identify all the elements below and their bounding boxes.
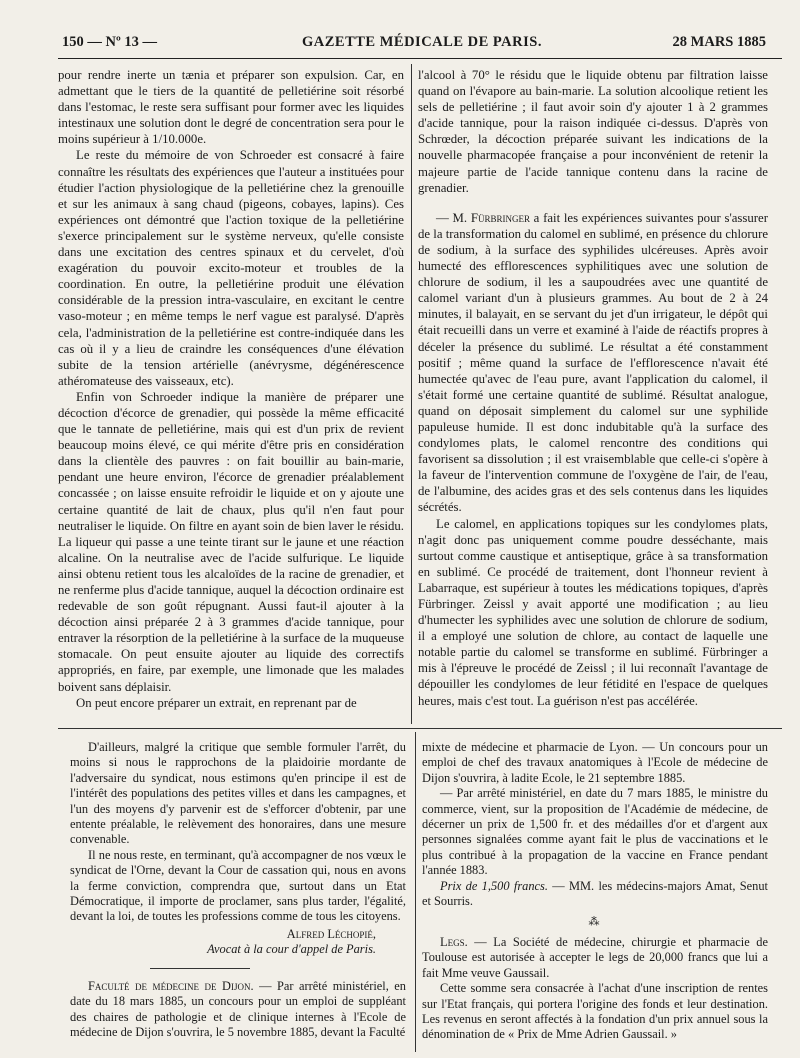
journal-title: GAZETTE MÉDICALE DE PARIS. [302,34,542,50]
paragraph [70,979,406,1041]
paragraph: On peut encore préparer un extrait, en reprenant par de [76,695,357,710]
short-divider [150,968,250,969]
column-divider-bottom [415,732,416,1052]
signature-title: Avocat à la cour d'appel de Paris. [207,942,376,957]
header-rule [58,58,782,59]
paragraph-text: — MM. les médecins-majors Amat, Senut et Sourris. [422,878,768,909]
column-divider-top [411,64,412,724]
section-heading: Legs. [440,934,468,949]
paragraph: — Par arrêté ministériel, en date du 7 mars 1885, le ministre du commerce, vient, sur la proposition de l'Académie de médecine, de décerner un prix de 1,500 fr. et des médailles d'or et d'argent aux personnes signalées comme ayant fait le plus de vaccinations et le plus contribué à la propagation de la vaccine en France pendant l'année 1883. [422,786,768,878]
paragraph: Enfin von Schroeder indique la manière de préparer une décoction d'écorce de grenadier, qui possède la même efficacité que le tannate de pelletiérine, mais qui est d'un prix de revient beaucoup moins élevé, ce qui mérite d'être pris en considération dans la clientèle des pauvres : on fait bouillir au bain-marie, pendant une heure environ, l'écorce de grenadier préalablement concassée ; on laisse ensuite refroidir le liquide et on y ajoute une certaine quantité de lait de chaux, plus qu'il n'en faut pour neutraliser le liquide. On filtre en ayant soin de bien laver le résidu. La liqueur qui passe a une teinte tirant sur le jaune et une réaction alcaline. On la neutralise avec de l'acide sulfurique. Le liquide ainsi obtenu retient tous les alcaloïdes de la racine de grenadier, et ne renferme plus d'acide tannique, auquel la décoction ordinaire est redevable de son goût répugnant. Aussi faut-il ajouter à la décoction ainsi préparée 2 à 3 grammes d'acide tannique, pour entraver la résorption de la pelletiérine à la surface de la muqueuse stomacale. On peut ensuite ajouter au liquide des correctifs appropriés, en faire, par exemple, une limonade que les malades boivent sans déplaisir. [58,389,404,694]
paragraph: Le calomel, en applications topiques sur les condylomes plats, n'agit donc pas uniquement comme poudre desséchante, mais surtout comme caustique et antiseptique, grâce à sa transformation en sublimé. Ce procédé de traitement, dont l'honneur revient à Labarraque, est supérieur à toutes les médications topiques, d'après Fürbringer. Zeissl y avait apporté une modification ; au lieu d'humecter les syphilides avec une solution de chlorure de sodium, il a employé une solution de chlore, au contact de laquelle une notable partie du calomel se transforme en sublimé. Fürbringer a mis à l'épreuve le procédé de Zeissl ; il lui reconnaît l'avantage de dépouiller les condylomes de leur fétidité en l'espace de quelques heures, mais c'est tout. La guérison n'est pas accélérée. [418,516,768,708]
section-heading: Faculté de médecine de Dijon. [88,978,254,993]
paragraph [418,210,768,516]
paragraph-text: a fait les expériences suivantes pour s'assurer de la transformation du calomel en sublimé, en présence du chlorure de sodium, à la surface des syphilides ulcéreuses. Après avoir humecté des efflorescences syphilitiques avec une solution de chlorure de sodium, il les a saupoudrées avec une quantité de calomel variant d'un à plusieurs grammes. Au bout de 2 à 24 minutes, il balayait, en se servant du jet d'un irrigateur, le dépôt qui était recueilli dans un verre et examiné à l'aide de réactifs propres à déceler la présence du sublimé. Le résultat a été constamment positif ; même quand la surface de l'efflorescence n'avait été humectée qu'avec de l'eau pure, avant l'application du calomel, il s'était formé une certaine quantité de sublimé. Résultat analogue, quand on déposait simplement du calomel sur une syphilide papuleuse humide. Il est donc indubitable qu'à la surface des condylomes plats, le calomel rencontre des conditions qui favorisent sa dissolution ; il est vraisemblable que celle-ci s'opère à la faveur de l'intervention commune de l'oxygène de l'air, de l'eau, de l'albumine, des acides gras et des sels contenus dans les liquides sécrétés. [418,210,769,515]
paragraph-text: — Par arrêté ministériel, en date du 18 mars 1885, un concours pour un emploi de suppléant des chaires de pathologie et de clinique internes à l'Ecole de médecine de Dijon s'ouvrira, le 5 novembre 1885, devant la Faculté [70,978,407,1039]
paragraph-text: — La Société de médecine, chirurgie et pharmacie de Toulouse est autorisée à accepter le legs de 20,000 francs que lui a fait Mme veuve Gaussail. [422,934,768,980]
author-name: — M. Fürbringer [436,210,530,225]
prize-title: Prix de 1,500 francs. [440,878,548,893]
paragraph: pour rendre inerte un tænia et préparer son expulsion. Car, en admettant que le tiers de la quantité de pelletiérine soit résorbé dans l'estomac, le reste sera suffisant pour former avec les liquides intestinaux une solution dont le degré de concentration sera pour le moins supérieur à 1/10.000e. [58,68,404,147]
top-right-column [418,67,768,709]
section-divider [58,728,782,729]
paragraph: D'ailleurs, malgré la critique que semble formuler l'arrêt, du moins si nous le rapprochons de la plaidoirie mordante de l'adversaire du syndicat, nous estimons qu'en principe il est de l'intérêt des populations des petites villes et dans les campagnes, et l'un des moyens d'y parvenir est de s'efforcer d'obtenir, par une entente préalable, le relèvement des honoraires, dans une mesure convenable. [70,740,406,847]
page-header [62,34,780,54]
paragraph: Le reste du mémoire de von Schroeder est consacré à faire connaître les résultats des expériences que l'auteur a instituées pour étudier l'action physiologique de la pelletiérine chez la grenouille et sur les animaux à sang chaud (pigeons, cobayes, lapins). Ces expériences ont démontré que l'action toxique de la pelletiérine s'exerce principalement sur le système nerveux, qu'elle consiste dans une excitation des centres spinaux et du cervelet, d'où exagération du pouvoir excito-moteur et troubles de la coordination. En outre, la pelletiérine produit une élévation considérable de la pression intra-vasculaire, en excitant le centre vaso-moteur ; en même temps le nerf vague est paralysé. D'après cela, l'administration de la pelletiérine est contre-indiquée dans les cas où il y a lieu de craindre les conséquences d'une élévation subite de la tension artérielle (anévrysme, dégénérescence athéromateuse des vaisseaux, etc). [58,148,404,388]
asterism: ⁂ [588,916,602,929]
paragraph: Il ne nous reste, en terminant, qu'à accompagner de nos vœux le syndicat de l'Orne, devant la Cour de cassation qui, nous en avons la ferme conviction, comprendra que, surtout dans un Etat Démocratique, il importe de proclamer, sans plus tarder, l'égalité, devant la loi, de toutes les professions comme de tous les citoyens. [70,847,406,924]
issue-date: 28 MARS 1885 [672,34,766,50]
paragraph: mixte de médecine et pharmacie de Lyon. — Un concours pour un emploi de chef des travaux anatomiques à l'Ecole de médecine de Dijon s'ouvrira, à ladite Ecole, le 21 septembre 1885. [422,740,768,785]
paragraph: Cette somme sera consacrée à l'achat d'une inscription de rentes sur l'Etat français, qui portera l'origine des fonds et leur destination. Les revenus en seront affectés à la fondation d'un prix annuel sous la dénomination de « Prix de Mme Adrien Gaussail. » [422,981,768,1042]
signature-name: Alfred Léchopié, [286,926,376,941]
top-left-column [58,67,404,711]
bottom-right-column [422,740,768,1043]
bottom-left-column [70,740,406,1040]
page-number-issue: 150 — Nº 13 — [62,34,158,50]
paragraph [422,879,768,910]
paragraph [422,935,768,981]
paragraph: l'alcool à 70° le résidu que le liquide obtenu par filtration laisse quand on l'évapore au bain-marie. La solution alcoolique retient les sels de pelletiérine ; il faut avoir soin d'y ajouter 1 à 2 grammes d'acide tannique, pour la raison indiquée ci-dessus. D'après von Schrœder, la décoction préparée suivant les indications de la nouvelle pharmacopée française a pour inconvénient de retenir la majeure partie de l'acide tannique contenu dans la racine de grenadier. [418,68,768,195]
